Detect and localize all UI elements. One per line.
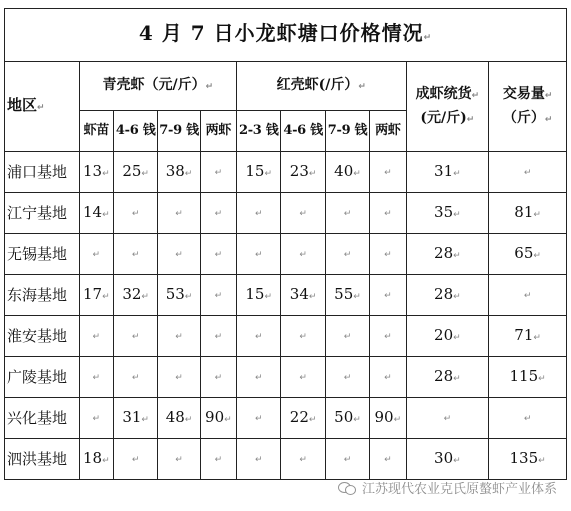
- value-cell: [200, 439, 236, 480]
- cell-value: 30: [434, 448, 454, 467]
- value-cell: [237, 439, 281, 480]
- table-title: [5, 9, 567, 62]
- return-mark: ↵: [544, 114, 553, 125]
- value-cell: [113, 398, 157, 439]
- value-cell: [158, 234, 200, 275]
- qingke-col-label: 4-6 钱: [115, 123, 156, 138]
- value-cell: [237, 398, 281, 439]
- return-mark: ↵: [214, 373, 223, 383]
- hongke-group-header: [237, 62, 406, 111]
- cell-value: 48: [165, 407, 185, 426]
- wechat-icon: [338, 481, 356, 495]
- value-cell: [406, 193, 489, 234]
- hongke-col-label: 7-9 钱: [327, 123, 368, 138]
- return-mark: ↵: [384, 455, 392, 465]
- watermark: [338, 478, 557, 497]
- return-mark: ↵: [343, 373, 352, 383]
- return-mark: ↵: [299, 373, 307, 383]
- table-row: [5, 275, 567, 316]
- value-cell: [489, 193, 567, 234]
- return-mark: ↵: [384, 250, 392, 260]
- value-cell: [79, 275, 113, 316]
- value-cell: [370, 152, 406, 193]
- table-row: [5, 398, 567, 439]
- value-cell: [489, 439, 567, 480]
- value-cell: [79, 357, 113, 398]
- value-cell: [406, 275, 489, 316]
- qingke-col-label: 虾苗: [83, 123, 109, 138]
- return-mark: ↵: [214, 291, 223, 301]
- hongke-group-label: 红壳虾(/斤）: [276, 77, 359, 93]
- return-mark: ↵: [523, 414, 532, 424]
- cell-value: 90: [205, 407, 225, 426]
- value-cell: [489, 398, 567, 439]
- cell-value: 15: [245, 161, 265, 180]
- return-mark: ↵: [384, 373, 392, 383]
- value-cell: [113, 234, 157, 275]
- return-mark: ↵: [102, 168, 110, 179]
- return-mark: ↵: [343, 332, 352, 342]
- title-text: 4 月 7 日小龙虾塘口价格情况: [138, 20, 424, 45]
- value-cell: [237, 316, 281, 357]
- cell-value: 38: [165, 161, 185, 180]
- value-cell: [237, 275, 281, 316]
- return-mark: ↵: [102, 455, 110, 466]
- return-mark: ↵: [353, 168, 361, 179]
- volume-header: [489, 62, 567, 152]
- qingke-group-label: 青壳虾（元/斤）: [102, 77, 206, 93]
- cell-value: 18: [82, 448, 103, 467]
- cell-value: 23: [289, 161, 309, 180]
- value-cell: [325, 398, 369, 439]
- hongke-col-label: 4-6 钱: [283, 123, 323, 138]
- return-mark: ↵: [37, 103, 45, 113]
- return-mark: ↵: [308, 291, 317, 302]
- qingke-col-header: [200, 111, 236, 152]
- return-mark: ↵: [141, 291, 149, 302]
- value-cell: [370, 357, 406, 398]
- return-mark: ↵: [141, 168, 149, 179]
- return-mark: ↵: [224, 414, 232, 425]
- return-mark: ↵: [92, 250, 101, 260]
- value-cell: [237, 234, 281, 275]
- value-cell: [489, 357, 567, 398]
- watermark-text: 江苏现代农业克氏原螯虾产业体系: [361, 482, 557, 497]
- chengxia-label: 成虾统货: [415, 85, 472, 102]
- value-cell: [281, 152, 325, 193]
- hongke-col-header: [281, 111, 325, 152]
- value-cell: [325, 357, 369, 398]
- value-cell: [158, 439, 200, 480]
- cell-value: 31: [434, 161, 454, 180]
- price-table: [4, 8, 567, 480]
- chengxia-header: [406, 62, 489, 152]
- value-cell: [406, 152, 489, 193]
- value-cell: [79, 234, 113, 275]
- region-cell: 淮安基地: [5, 316, 80, 357]
- return-mark: ↵: [453, 291, 461, 302]
- cell-value: 28: [434, 366, 454, 385]
- value-cell: [237, 193, 281, 234]
- return-mark: ↵: [299, 209, 307, 219]
- value-cell: [200, 275, 236, 316]
- return-mark: ↵: [384, 168, 392, 178]
- table-row: [5, 357, 567, 398]
- return-mark: ↵: [523, 291, 532, 301]
- return-mark: ↵: [264, 291, 273, 302]
- qingke-col-label: 7-9 钱: [159, 123, 199, 138]
- qingke-col-header: [113, 111, 157, 152]
- cell-value: 55: [334, 284, 354, 303]
- value-cell: [370, 316, 406, 357]
- cell-value: 115: [509, 366, 539, 385]
- return-mark: ↵: [538, 373, 546, 384]
- region-cell: 浦口基地: [5, 152, 80, 193]
- value-cell: [158, 152, 200, 193]
- return-mark: ↵: [175, 373, 183, 383]
- value-cell: [281, 439, 325, 480]
- return-mark: ↵: [254, 209, 263, 219]
- value-cell: [489, 152, 567, 193]
- return-mark: ↵: [308, 414, 317, 425]
- value-cell: [370, 398, 406, 439]
- value-cell: [200, 234, 236, 275]
- value-cell: [237, 357, 281, 398]
- hongke-col-header: [325, 111, 369, 152]
- return-mark: ↵: [384, 209, 392, 219]
- value-cell: [406, 357, 489, 398]
- return-mark: ↵: [254, 414, 263, 424]
- return-mark: ↵: [471, 90, 480, 101]
- data-body: [5, 152, 567, 480]
- return-mark: ↵: [254, 455, 263, 465]
- value-cell: [281, 275, 325, 316]
- return-mark: ↵: [205, 82, 214, 92]
- value-cell: [200, 357, 236, 398]
- value-cell: [489, 316, 567, 357]
- qingke-col-header: [158, 111, 200, 152]
- value-cell: [200, 316, 236, 357]
- value-cell: [79, 398, 113, 439]
- return-mark: ↵: [443, 414, 452, 424]
- return-mark: ↵: [131, 373, 140, 383]
- return-mark: ↵: [353, 291, 361, 302]
- return-mark: ↵: [538, 455, 546, 466]
- volume-unit: （斤）: [502, 109, 545, 126]
- value-cell: [325, 152, 369, 193]
- return-mark: ↵: [131, 250, 140, 260]
- value-cell: [325, 193, 369, 234]
- return-mark: ↵: [343, 250, 352, 260]
- region-cell: 无锡基地: [5, 234, 80, 275]
- cell-value: 32: [122, 284, 142, 303]
- value-cell: [158, 275, 200, 316]
- return-mark: ↵: [393, 414, 402, 425]
- return-mark: ↵: [92, 414, 101, 424]
- return-mark: ↵: [254, 373, 263, 383]
- return-mark: ↵: [131, 455, 140, 465]
- return-mark: ↵: [175, 209, 183, 219]
- region-cell: 东海基地: [5, 275, 80, 316]
- region-cell: 泗洪基地: [5, 439, 80, 480]
- value-cell: [489, 234, 567, 275]
- return-mark: ↵: [343, 209, 352, 219]
- value-cell: [406, 234, 489, 275]
- qingke-col-label: 两虾: [205, 123, 232, 138]
- return-mark: ↵: [299, 455, 307, 465]
- value-cell: [200, 398, 236, 439]
- return-mark: ↵: [214, 209, 223, 219]
- cell-value: 50: [334, 407, 354, 426]
- return-mark: ↵: [141, 414, 149, 425]
- return-mark: ↵: [533, 250, 541, 261]
- value-cell: [158, 357, 200, 398]
- cell-value: 53: [165, 284, 185, 303]
- value-cell: [158, 316, 200, 357]
- return-mark: ↵: [353, 414, 361, 425]
- qingke-col-header: [79, 111, 113, 152]
- cell-value: 15: [245, 284, 265, 303]
- value-cell: [406, 316, 489, 357]
- return-mark: ↵: [214, 332, 223, 342]
- return-mark: ↵: [92, 373, 101, 383]
- cell-value: 14: [82, 202, 103, 221]
- return-mark: ↵: [214, 455, 223, 465]
- value-cell: [113, 152, 157, 193]
- cell-value: 71: [514, 325, 534, 344]
- return-mark: ↵: [214, 250, 223, 260]
- hongke-col-header: [370, 111, 406, 152]
- return-mark: ↵: [523, 168, 532, 178]
- return-mark: ↵: [533, 332, 541, 343]
- cell-value: 35: [434, 202, 454, 221]
- value-cell: [79, 316, 113, 357]
- value-cell: [113, 439, 157, 480]
- return-mark: ↵: [175, 455, 183, 465]
- return-mark: ↵: [254, 250, 263, 260]
- value-cell: [113, 193, 157, 234]
- value-cell: [370, 234, 406, 275]
- return-mark: ↵: [131, 209, 140, 219]
- return-mark: ↵: [214, 168, 223, 178]
- return-mark: ↵: [384, 291, 392, 301]
- value-cell: [325, 439, 369, 480]
- cell-value: 90: [374, 407, 394, 426]
- return-mark: ↵: [466, 114, 475, 125]
- return-mark: ↵: [102, 209, 110, 220]
- hongke-col-label: 两虾: [375, 123, 401, 138]
- cell-value: 28: [434, 284, 454, 303]
- cell-value: 22: [289, 407, 309, 426]
- table-row: [5, 234, 567, 275]
- table-row: [5, 152, 567, 193]
- value-cell: [113, 357, 157, 398]
- region-cell: 兴化基地: [5, 398, 80, 439]
- value-cell: [325, 234, 369, 275]
- table-row: [5, 439, 567, 480]
- return-mark: ↵: [131, 332, 140, 342]
- return-mark: ↵: [175, 332, 183, 342]
- value-cell: [281, 398, 325, 439]
- value-cell: [406, 398, 489, 439]
- value-cell: [370, 439, 406, 480]
- value-cell: [370, 193, 406, 234]
- cell-value: 65: [514, 243, 534, 262]
- return-mark: ↵: [453, 209, 461, 220]
- region-cell: 江宁基地: [5, 193, 80, 234]
- value-cell: [489, 275, 567, 316]
- value-cell: [200, 152, 236, 193]
- cell-value: 34: [289, 284, 309, 303]
- cell-value: 81: [514, 202, 534, 221]
- cell-value: 40: [334, 161, 354, 180]
- return-mark: ↵: [308, 168, 317, 179]
- table-row: [5, 316, 567, 357]
- cell-value: 17: [82, 284, 103, 303]
- cell-value: 13: [82, 161, 103, 180]
- return-mark: ↵: [92, 332, 101, 342]
- return-mark: ↵: [453, 332, 461, 343]
- value-cell: [370, 275, 406, 316]
- value-cell: [158, 398, 200, 439]
- value-cell: [79, 439, 113, 480]
- value-cell: [113, 275, 157, 316]
- return-mark: ↵: [184, 168, 193, 179]
- value-cell: [281, 234, 325, 275]
- return-mark: ↵: [102, 291, 110, 302]
- qingke-group-header: [79, 62, 236, 111]
- return-mark: ↵: [358, 82, 366, 92]
- return-mark: ↵: [544, 90, 553, 101]
- value-cell: [281, 357, 325, 398]
- return-mark: ↵: [533, 209, 541, 220]
- value-cell: [79, 152, 113, 193]
- region-header: [5, 62, 80, 152]
- value-cell: [200, 193, 236, 234]
- value-cell: [281, 193, 325, 234]
- cell-value: 28: [434, 243, 454, 262]
- table-row: [5, 193, 567, 234]
- value-cell: [406, 439, 489, 480]
- chengxia-unit: (元/斤): [420, 109, 467, 126]
- value-cell: [325, 275, 369, 316]
- value-cell: [281, 316, 325, 357]
- return-mark: ↵: [453, 455, 461, 466]
- cell-value: 25: [122, 161, 142, 180]
- hongke-col-label: 2-3 钱: [238, 123, 279, 138]
- return-mark: ↵: [423, 32, 433, 43]
- return-mark: ↵: [453, 168, 461, 179]
- value-cell: [79, 193, 113, 234]
- value-cell: [158, 193, 200, 234]
- return-mark: ↵: [384, 332, 392, 342]
- hongke-col-header: [237, 111, 281, 152]
- cell-value: 20: [434, 325, 454, 344]
- cell-value: 135: [509, 448, 539, 467]
- return-mark: ↵: [453, 373, 461, 384]
- return-mark: ↵: [343, 455, 352, 465]
- return-mark: ↵: [264, 168, 273, 179]
- cell-value: 31: [122, 407, 142, 426]
- value-cell: [237, 152, 281, 193]
- volume-label: 交易量: [502, 85, 545, 102]
- value-cell: [325, 316, 369, 357]
- region-cell: 广陵基地: [5, 357, 80, 398]
- return-mark: ↵: [453, 250, 461, 261]
- return-mark: ↵: [184, 291, 193, 302]
- return-mark: ↵: [254, 332, 263, 342]
- region-header-label: 地区: [7, 96, 38, 114]
- value-cell: [113, 316, 157, 357]
- return-mark: ↵: [184, 414, 193, 425]
- return-mark: ↵: [299, 332, 307, 342]
- return-mark: ↵: [299, 250, 307, 260]
- return-mark: ↵: [175, 250, 183, 260]
